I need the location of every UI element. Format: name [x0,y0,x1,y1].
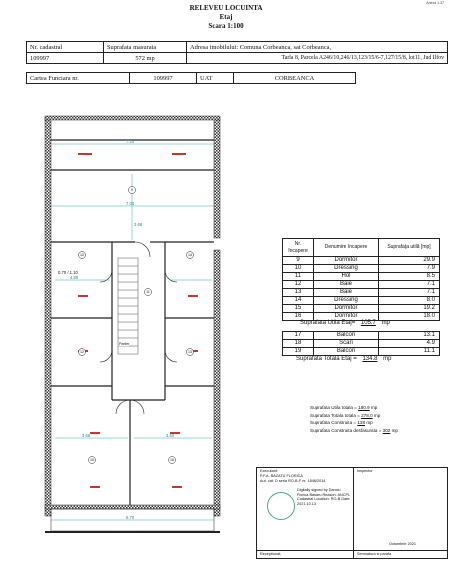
total-label: Suprafata Totala Etaj = [296,356,357,362]
room-area: 4.9 [379,340,440,348]
summary-unit: mp [365,420,373,425]
date-label: Octombrie 2021 [389,542,417,546]
room-row [283,257,440,265]
nr-cadastral-label: Nr. cadastral [27,42,104,53]
uat-value: CORBEANCA [234,73,356,84]
room-name: Dormitor [314,313,379,321]
room-area: 7.1 [379,289,440,297]
title-line2: Etaj [219,13,233,21]
room-row [283,332,440,340]
room-area: 8.0 [379,297,440,305]
stamp-bottom-line [257,550,447,551]
title-line3: Scara 1:100 [208,22,244,30]
summary-value: 138 [357,420,366,425]
room-nr: 14 [283,297,314,305]
etaj-total [296,356,391,362]
summary-row [310,427,450,435]
summary-label: Suprafata Totala totala = [310,412,362,418]
adresa-label: Adresa imobilului: [190,43,239,51]
room-row [283,289,440,297]
balcony-edge [45,531,220,533]
room-row [283,305,440,313]
summary-row [310,412,450,420]
suprafata-value: 572 mp [104,53,187,64]
outer-walls [45,116,220,516]
room-name: Balcon [314,332,379,340]
room-nr: 18 [283,340,314,348]
room-nr: 15 [283,305,314,313]
room-name: Dormitor [314,305,379,313]
room-nr: 12 [283,281,314,289]
room-number-label: 16 [170,457,174,462]
util-unit: mp [381,320,390,326]
room-area: 29.9 [379,257,440,265]
rooms-body [283,257,440,321]
summary-unit: mp [372,412,381,418]
title-line1: RELEVEU LOCUINTA [189,4,263,12]
dim-room9-h: 3.68 [134,222,143,227]
room-name: Dressing [314,297,379,305]
util-value: 105.7 [360,320,376,326]
wall-label: 0.70 / 1.10 [58,270,78,275]
dim-top: 7.20 [126,139,135,144]
room-row [283,265,440,273]
room-nr: 19 [283,348,314,356]
summary-value: 180.9 [358,405,370,410]
room-nr: 10 [283,265,314,273]
util-total [300,320,390,326]
cf-label: Cartea Funciara nr. [27,73,130,84]
room-name: Scari [314,340,379,348]
summary-label: Suprafata Construita = [310,420,358,425]
room-row [283,281,440,289]
room-row [283,273,440,281]
room-name: Baie [314,281,379,289]
room-area: 7.1 [379,281,440,289]
util-label: Suprafata Utila Etaj= [300,320,356,326]
summary-label: Suprafata Utila totala = [310,405,359,410]
uat-label: UAT [197,73,234,84]
adresa-line2: Tarla 8, Parcela A246/10,246/13,123/15/6-7,127/15/8, lot11, Jud Ilfov [187,53,448,64]
stamp-box [256,467,448,559]
room-row [283,297,440,305]
dim-bottom: 6.70 [126,515,135,520]
stairs [118,258,138,354]
receptie-label: Receptionat, [260,552,282,556]
cf-value: 109997 [130,73,197,84]
room-nr: 13 [283,289,314,297]
room-row [283,348,440,356]
room-area: 13.1 [379,332,440,340]
room-number-label: 14 [188,252,192,257]
adresa-value: Comuna Corbeanca, sat Corbeanca, [239,43,332,51]
total-unit: mp [383,356,392,362]
room-number-label: 9 [131,187,133,192]
col-name: Denumire încapere [314,239,379,257]
room-number-label: 11 [146,289,150,294]
interior-walls [51,140,214,505]
room-row [283,340,440,348]
suprafata-label: Suprafata masurata [104,42,187,53]
room-area: 19.2 [379,305,440,313]
parter-label: Parter [119,342,130,346]
room-number-label: 13 [188,349,192,354]
room-nr: 11 [283,273,314,281]
nr-cadastral-value: 109997 [27,53,104,64]
room-number-label: 15 [90,457,94,462]
rooms-table [282,238,440,321]
room-name: Balcon [314,348,379,356]
col-area: Suprafaţa utilă [mp] [379,239,440,257]
room-nr: 17 [283,332,314,340]
room-number-label: 12 [80,349,84,354]
annex-label: Anexa 1.37 [426,1,444,5]
room-name: Dormitor [314,257,379,265]
summary-row [310,404,450,412]
digital-signature: Digitally signed by Danciu Florica Basaru Reason: ANCPL Cadastral Location: RO-B Date: 2021.10.13 [297,488,351,506]
summary-value: 278.0 [361,412,373,418]
summary-unit: mp [369,405,378,410]
room-name: Baie [314,289,379,297]
balcony-body [283,332,440,356]
summary-block [310,404,450,434]
dim-mid: 4.89 [70,275,79,280]
summary-row [310,419,450,427]
dim-bot-right: 3.50 [166,433,175,438]
room-name: Hol [314,273,379,281]
receptie-note: Semnatura si parafa [357,552,392,556]
dim-bot-left: 3.68 [82,433,91,438]
room-area: 8.5 [379,273,440,281]
room-nr: 9 [283,257,314,265]
stamp-divider [353,468,354,558]
dim-room9-w: 7.00 [126,201,135,206]
summary-value: 302 [382,427,391,433]
room-circles [79,187,194,464]
summary-unit: mp [390,427,398,433]
col-nr: Nr. încapere [283,239,314,257]
room-nr: 16 [283,313,314,321]
company-seal [267,492,295,520]
company-name: P.F.A. BAZATU FLORICA [260,474,303,478]
executant-label: Executant: [260,469,278,473]
room-number-label: 10 [80,252,84,257]
auth-text: Aut. cat. D seria RO-B-F nr. 1848/2014 [260,479,326,483]
room-area: 7.9 [379,265,440,273]
total-value: 134.8 [362,356,378,362]
balcony-table [282,331,440,356]
inspector-label: Inspector [357,469,373,473]
room-area: 18.0 [379,313,440,321]
summary-label: Suprafata Construita desfasurata = [310,427,383,433]
room-area: 11.1 [379,348,440,356]
room-name: Dressing [314,265,379,273]
